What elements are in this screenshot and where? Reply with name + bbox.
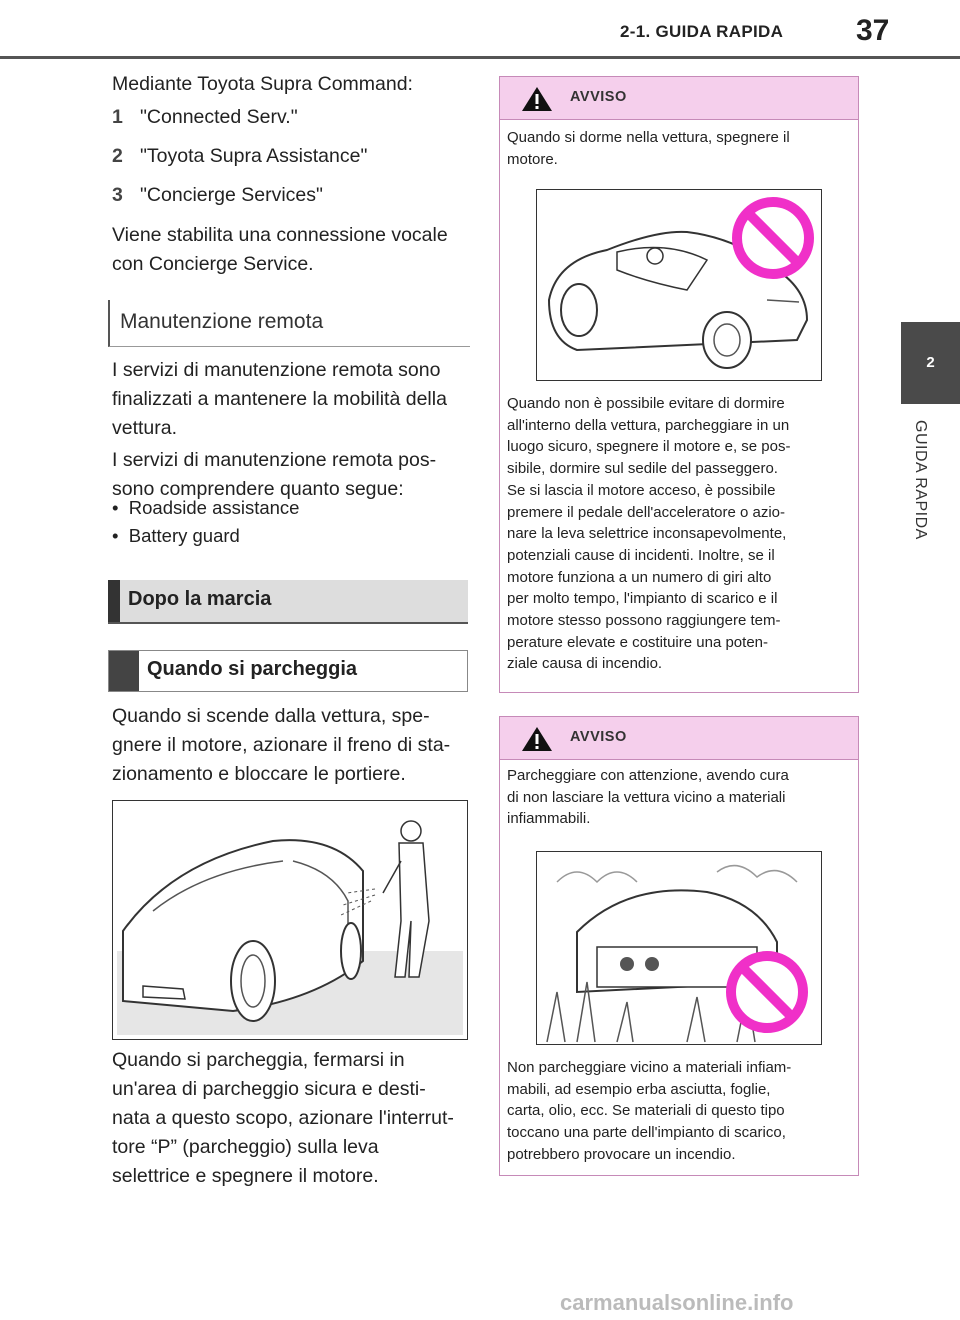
step-2: 2 "Toyota Supra Assistance": [112, 145, 368, 167]
remote-maintenance-heading: Manutenzione remota: [108, 300, 470, 347]
chapter-tab: 2: [901, 322, 960, 404]
prohibition-icon: [737, 202, 809, 274]
intro-text: Mediante Toyota Supra Command:: [112, 73, 413, 95]
voice-paragraph: Viene stabilita una connessione vocale con Concierge Service.: [112, 224, 448, 275]
warning-triangle-icon: [520, 85, 554, 113]
after-driving-heading: Dopo la marcia: [108, 580, 468, 624]
exit-paragraph: Quando si scende dalla vettura, spe- gnere il motore, azionare il freno di sta- zionamento e bloccare le portiere.: [112, 705, 451, 785]
warning-box-sleeping: [499, 76, 859, 693]
warning-intro: Parcheggiare con attenzione, avendo cura di non lasciare la vettura vicino a materiali infiammabili.: [507, 767, 789, 828]
park-paragraph: Quando si parcheggia, fermarsi in un'area di parcheggio sicura e desti- nata a questo scopo, azionare l'interrut- tore “P” (parcheggio) sulla leva selettrice e spegnere il motore.: [112, 1049, 454, 1187]
warning-header: AVVISO: [500, 717, 858, 760]
warning-triangle-icon: [520, 725, 554, 753]
watermark: carmanualsonline.info: [560, 1290, 794, 1315]
service-list: [112, 494, 468, 550]
warning-body: Non parcheggiare vicino a materiali infiam- mabili, ad esempio erba asciutta, foglie, carta, olio, ecc. Se materiali di questo tipo toccano una parte dell'impianto di scarico, potrebbero provocare un incendio.: [507, 1059, 792, 1163]
remote-paragraph-1: I servizi di manutenzione remota sono finalizzati a mantenere la mobilità della vettura.: [112, 359, 447, 439]
warning-body: Quando non è possibile evitare di dormire all'interno della vettura, parcheggiare in un luogo sicuro, spegnere il motore e, se pos- sibile, dormire sul sedile del passeggero. Se si lascia il motore acceso, è possibile premere il pedale dell'acceleratore o azio- nare la leva selettrice inconsapevolmente, potenziali cause di incidenti. Inoltre, se il motore funziona a un numero di giri alto per molto tempo, l'impianto di scarico e il motore stesso possono raggiungere tem- perature elevate e costituire una poten- ziale causa di incendio.: [507, 395, 791, 673]
step-3: 3 "Concierge Services": [112, 184, 323, 206]
warning-intro: Quando si dorme nella vettura, spegnere il motore.: [507, 129, 790, 168]
page-number: 37: [856, 14, 890, 47]
remote-paragraph-2: I servizi di manutenzione remota pos- sono comprendere quanto segue:: [112, 449, 437, 500]
prohibition-icon: [731, 956, 803, 1028]
header-rule: [0, 56, 960, 59]
flammable-grass-illustration: [536, 851, 822, 1045]
list-item: • Roadside assistance: [112, 497, 300, 518]
section-title: 2-1. GUIDA RAPIDA: [620, 22, 784, 41]
locking-car-illustration: [112, 800, 468, 1040]
warning-box-parking: [499, 716, 859, 1176]
chapter-label: GUIDA RAPIDA: [912, 420, 929, 540]
sleeping-in-car-illustration: [536, 189, 822, 381]
step-1: 1 "Connected Serv.": [112, 106, 298, 128]
warning-header: AVVISO: [500, 77, 858, 120]
parking-heading: Quando si parcheggia: [108, 650, 468, 692]
list-item: • Battery guard: [112, 525, 240, 546]
